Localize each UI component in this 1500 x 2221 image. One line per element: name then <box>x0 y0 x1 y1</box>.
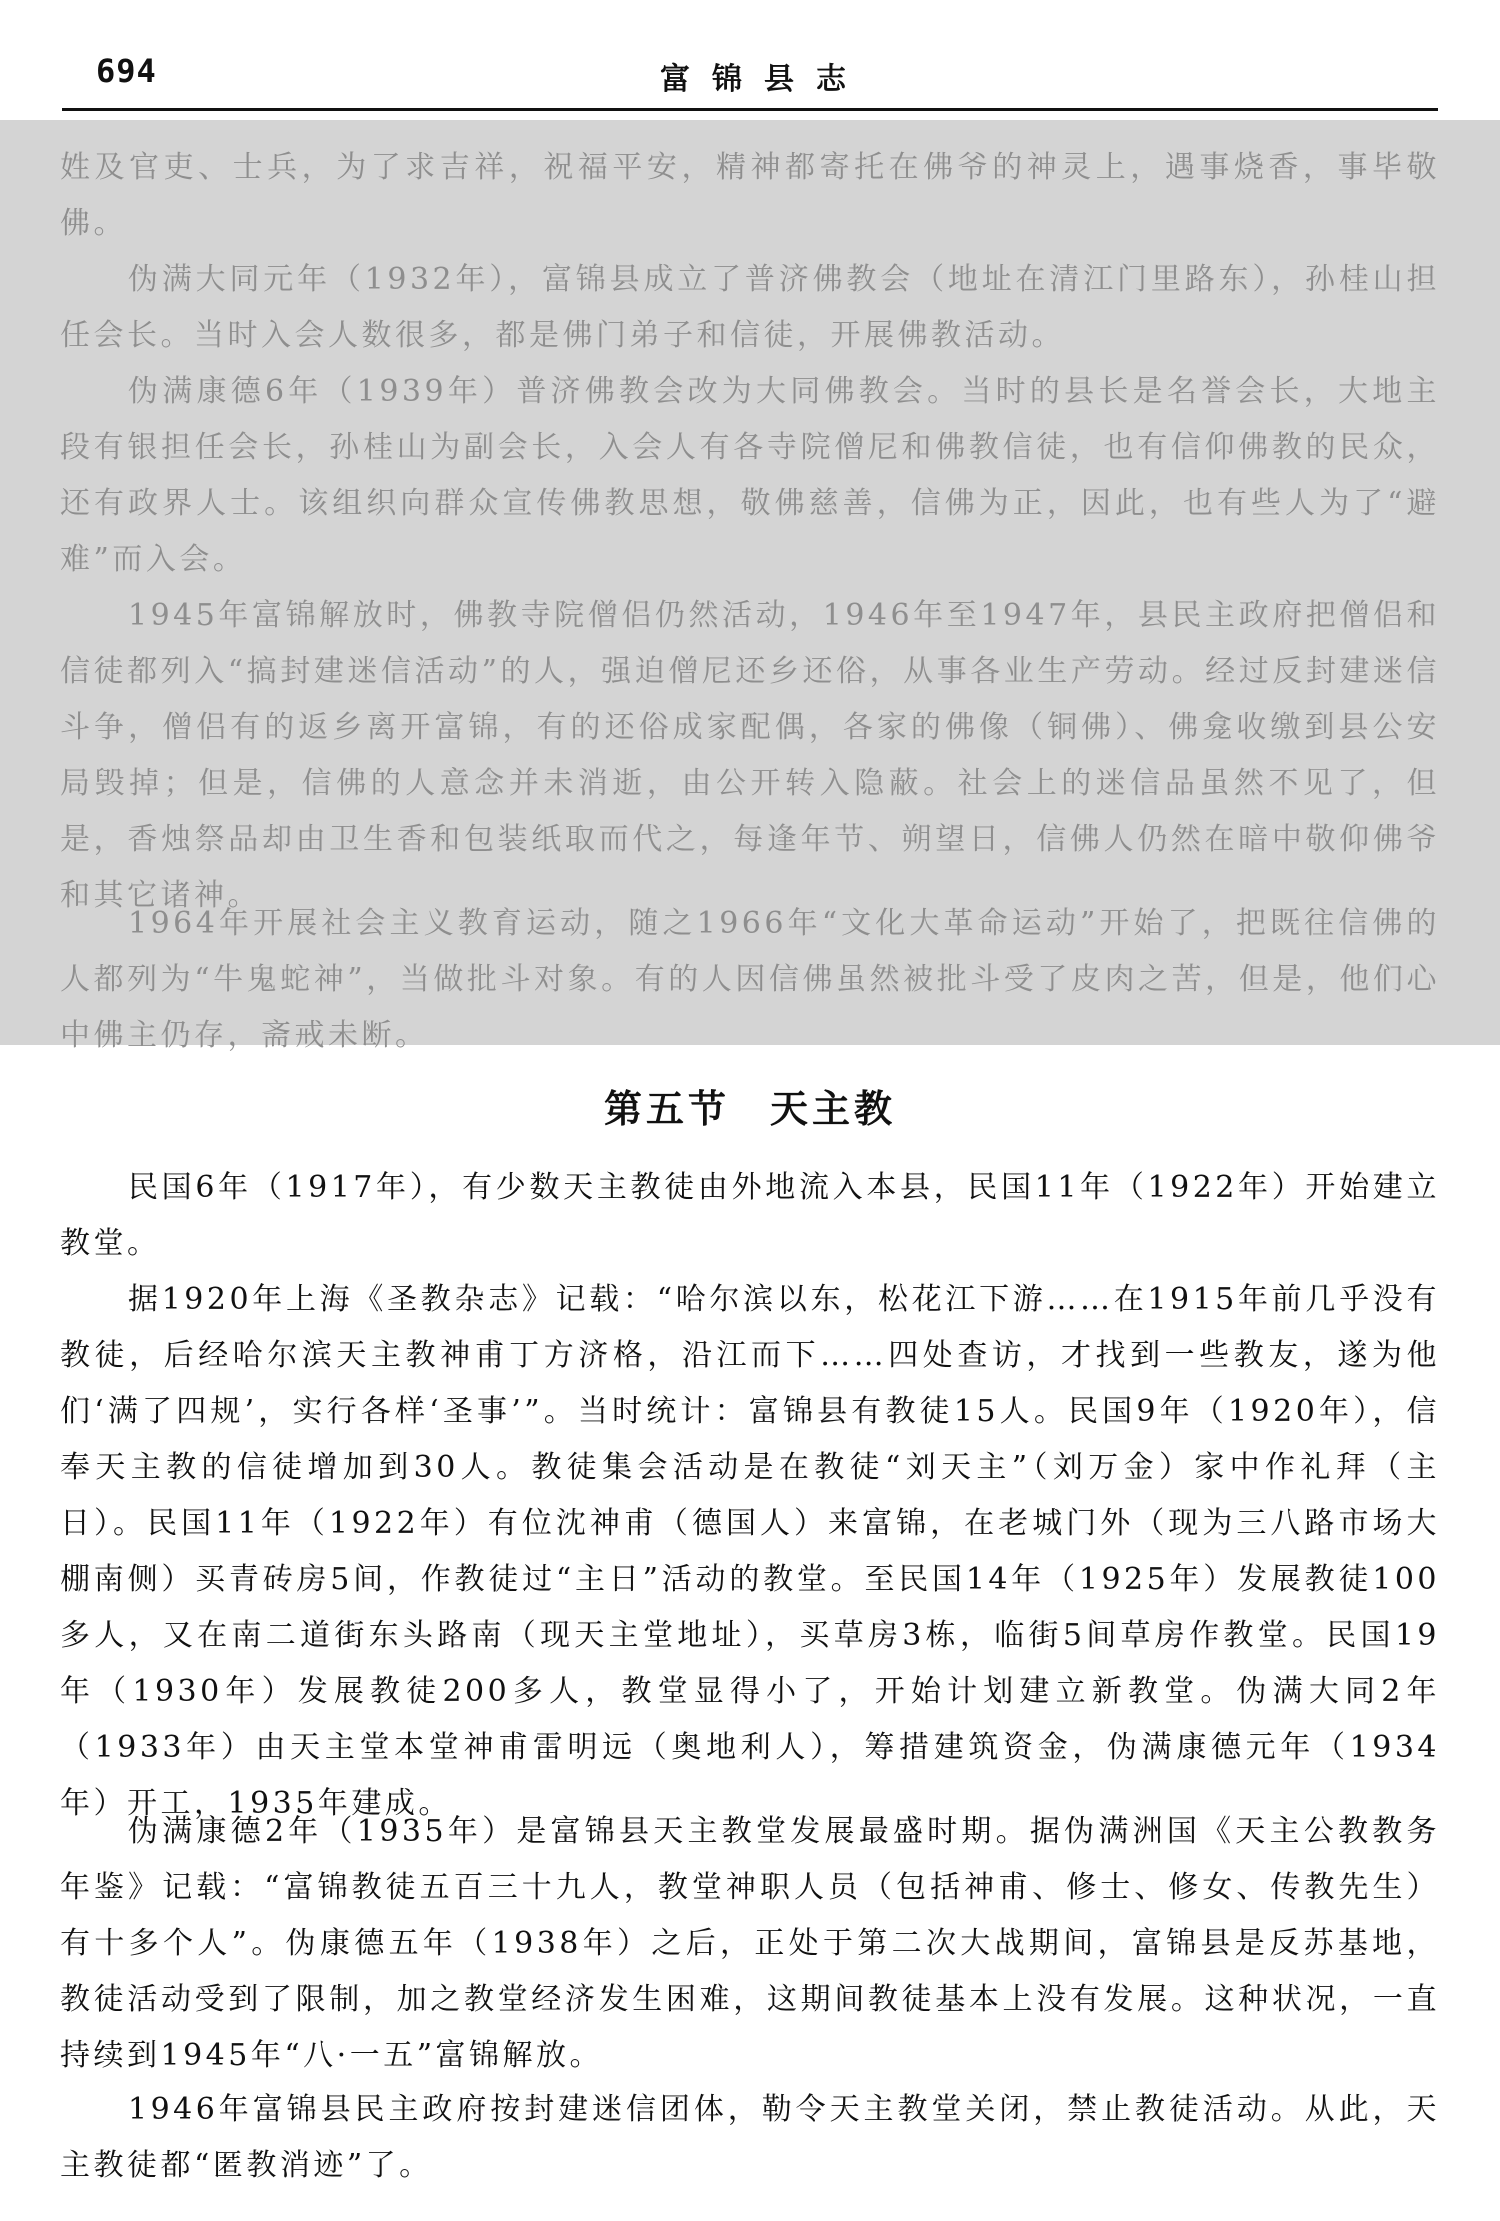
body-paragraph-4: 1946年富锦县民主政府按封建迷信团体，勒令天主教堂关闭，禁止教徒活动。从此，天主教徒都“匿教消迹”了。 <box>60 2092 1440 2183</box>
page-header <box>60 48 1440 104</box>
faded-paragraph-5: 1964年开展社会主义教育运动，随之1966年“文化大革命运动”开始了，把既往信佛的人都列为“牛鬼蛇神”，当做批斗对象。有的人因信佛虽然被批斗受了皮肉之苦，但是，他们心中佛主仍存，斋戒未断。 <box>60 906 1440 1053</box>
book-title: 富锦县志 <box>660 62 868 97</box>
header-rule <box>62 108 1438 111</box>
section-title <box>0 1078 1500 1133</box>
section-number: 第五节 <box>603 1087 730 1131</box>
body-paragraph-1: 民国6年（1917年），有少数天主教徒由外地流入本县，民国11年（1922年）开始建立教堂。 <box>60 1170 1440 1261</box>
body-paragraph-3: 伪满康德2年（1935年）是富锦县天主教堂发展最盛时期。据伪满洲国《天主公教教务年鉴》记载：“富锦教徒五百三十九人，教堂神职人员（包括神甫、修士、修女、传教先生）有十多个人”。伪康德五年（1938年）之后，正处于第二次大战期间，富锦县是反苏基地，教徒活动受到了限制，加之教堂经济发生困难，这期间教徒基本上没有发展。这种状况，一直持续到1945年“八·一五”富锦解放。 <box>60 1814 1440 2073</box>
page-number: 694 <box>96 52 157 90</box>
faded-paragraph-3: 伪满康德6年（1939年）普济佛教会改为大同佛教会。当时的县长是名誉会长，大地主段有银担任会长，孙桂山为副会长，入会人有各寺院僧尼和佛教信徒，也有信仰佛教的民众，还有政界人士。该组织向群众宣传佛教思想，敬佛慈善，信佛为正，因此，也有些人为了“避难”而入会。 <box>60 374 1440 577</box>
faded-paragraph-1: 姓及官吏、士兵，为了求吉祥，祝福平安，精神都寄托在佛爷的神灵上，遇事烧香，事毕敬佛。 <box>60 150 1440 241</box>
section-name: 天主教 <box>770 1087 897 1131</box>
faded-paragraph-4: 1945年富锦解放时，佛教寺院僧侣仍然活动，1946年至1947年，县民主政府把僧侣和信徒都列入“搞封建迷信活动”的人，强迫僧尼还乡还俗，从事各业生产劳动。经过反封建迷信斗争，僧侣有的返乡离开富锦，有的还俗成家配偶，各家的佛像（铜佛）、佛龛收缴到县公安局毁掉；但是，信佛的人意念并未消逝，由公开转入隐蔽。社会上的迷信品虽然不见了，但是，香烛祭品却由卫生香和包装纸取而代之，每逢年节、朔望日，信佛人仍然在暗中敬仰佛爷和其它诸神。 <box>60 598 1440 913</box>
body-paragraph-2: 据1920年上海《圣教杂志》记载：“哈尔滨以东，松花江下游……在1915年前几乎没有教徒，后经哈尔滨天主教神甫丁方济格，沿江而下……四处查访，才找到一些教友，遂为他们‘满了四规’，实行各样‘圣事’”。当时统计：富锦县有教徒15人。民国9年（1920年），信奉天主教的信徒增加到30人。教徒集会活动是在教徒“刘天主”（刘万金）家中作礼拜（主日）。民国11年（1922年）有位沈神甫（德国人）来富锦，在老城门外（现为三八路市场大棚南侧）买青砖房5间，作教徒过“主日”活动的教堂。至民国14年（1925年）发展教徒100多人，又在南二道街东头路南（现天主堂地址），买草房3栋，临街5间草房作教堂。民国19年（1930年）发展教徒200多人，教堂显得小了，开始计划建立新教堂。伪满大同2年（1933年）由天主堂本堂神甫雷明远（奥地利人），筹措建筑资金，伪满康德元年（1934年）开工，1935年建成。 <box>60 1282 1440 1821</box>
faded-paragraph-2: 伪满大同元年（1932年），富锦县成立了普济佛教会（地址在清江门里路东），孙桂山担任会长。当时入会人数很多，都是佛门弟子和信徒，开展佛教活动。 <box>60 262 1440 353</box>
